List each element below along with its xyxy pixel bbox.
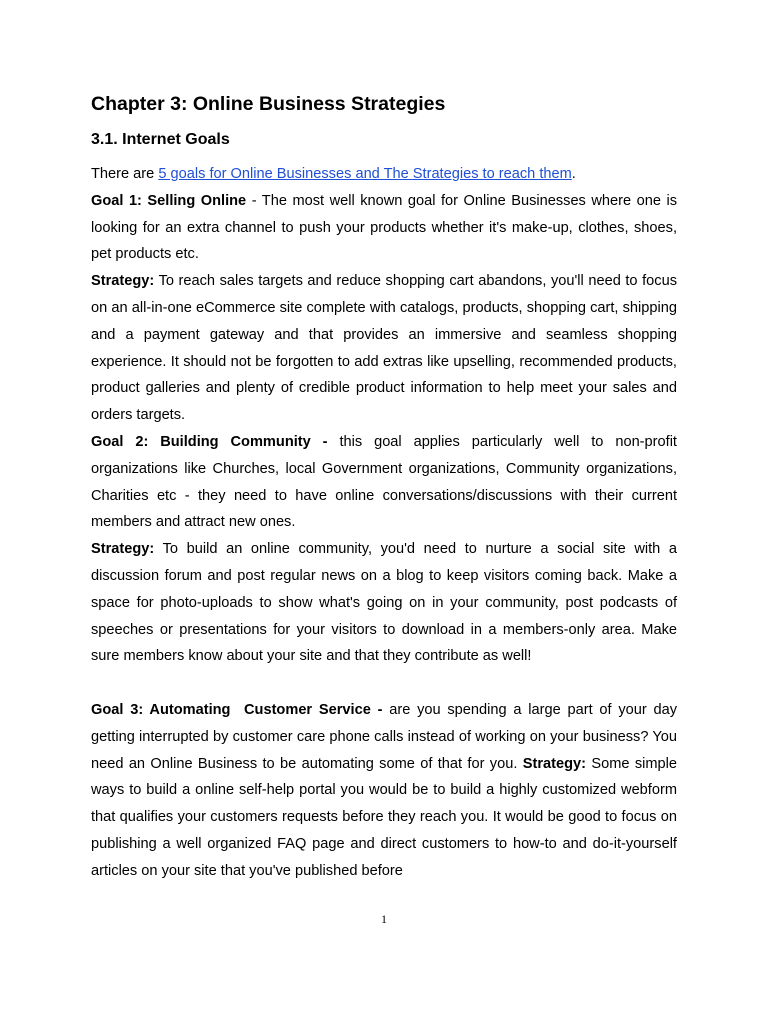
goal-1-label: Goal 1: Selling Online [91,192,247,209]
page-number: 1 [381,912,387,926]
strategy-1-label: Strategy: [91,273,155,290]
strategy-2-label: Strategy: [91,541,155,558]
goal-3-text: are you spending a large part of your day getting interrupted by customer care phone calls instead of working on your business? You need an Online Business to be automating some of that for you. [91,701,678,772]
strategy-3-label: Strategy: [522,755,587,772]
goal-2-paragraph [91,429,677,536]
goal-2-text: this goal applies particularly well to non-profit organizations like Churches, local Government organizations, Community organizations, Charities etc - they need to have online conversations/discussions with their current members and attract new ones. [91,433,677,531]
chapter-title: Chapter 3: Online Business Strategies [91,93,446,115]
section-title: 3.1. Internet Goals [91,131,230,148]
goal-1-text: - The most well known goal for Online Businesses where one is looking for an extra channel to push your products whether it's make-up, clothes, shoes, pet products etc. [91,192,678,263]
strategy-2-paragraph [91,536,677,670]
intro-paragraph [91,161,677,188]
strategy-2-text: To build an online community, you'd need to nurture a social site with a discussion forum and post regular news on a blog to keep visitors coming back. Make a space for photo-uploads to show what's going on in your community, post podcasts of speeches or presentations for your visitors to download in a members-only area. Make sure members know about your site and that they contribute as well! [91,541,677,665]
intro-suffix: . [571,166,576,182]
document-page [91,88,677,885]
paragraph-spacer [91,670,677,697]
goal-3-paragraph [91,697,677,885]
strategy-3-text: Some simple ways to build a online self-help portal you would be to build a highly customized webform that qualifies your customers requests before they reach you. It would be good to focus on publishing a well organized FAQ page and direct customers to how-to and do-it-yourself articles on your site that you've published before [91,755,678,879]
strategy-1-text: To reach sales targets and reduce shopping cart abandons, you'll need to focus on an all-in-one eCommerce site complete with catalogs, products, shopping cart, shipping and a payment gateway and that provides an immersive and seamless shopping experience. It should not be forgotten to add extras like upselling, recommended products, product galleries and plenty of credible product information to help meet your sales and orders targets. [91,273,677,424]
strategy-1-paragraph [91,268,677,429]
goal-3-label: Goal 3: Automating Customer Service - [91,701,383,718]
goal-2-label: Goal 2: Building Community - [91,433,328,450]
intro-prefix: There are [91,166,159,182]
goal-1-paragraph [91,188,677,268]
goals-strategies-link[interactable]: 5 goals for Online Businesses and The Strategies to reach them [158,166,572,182]
